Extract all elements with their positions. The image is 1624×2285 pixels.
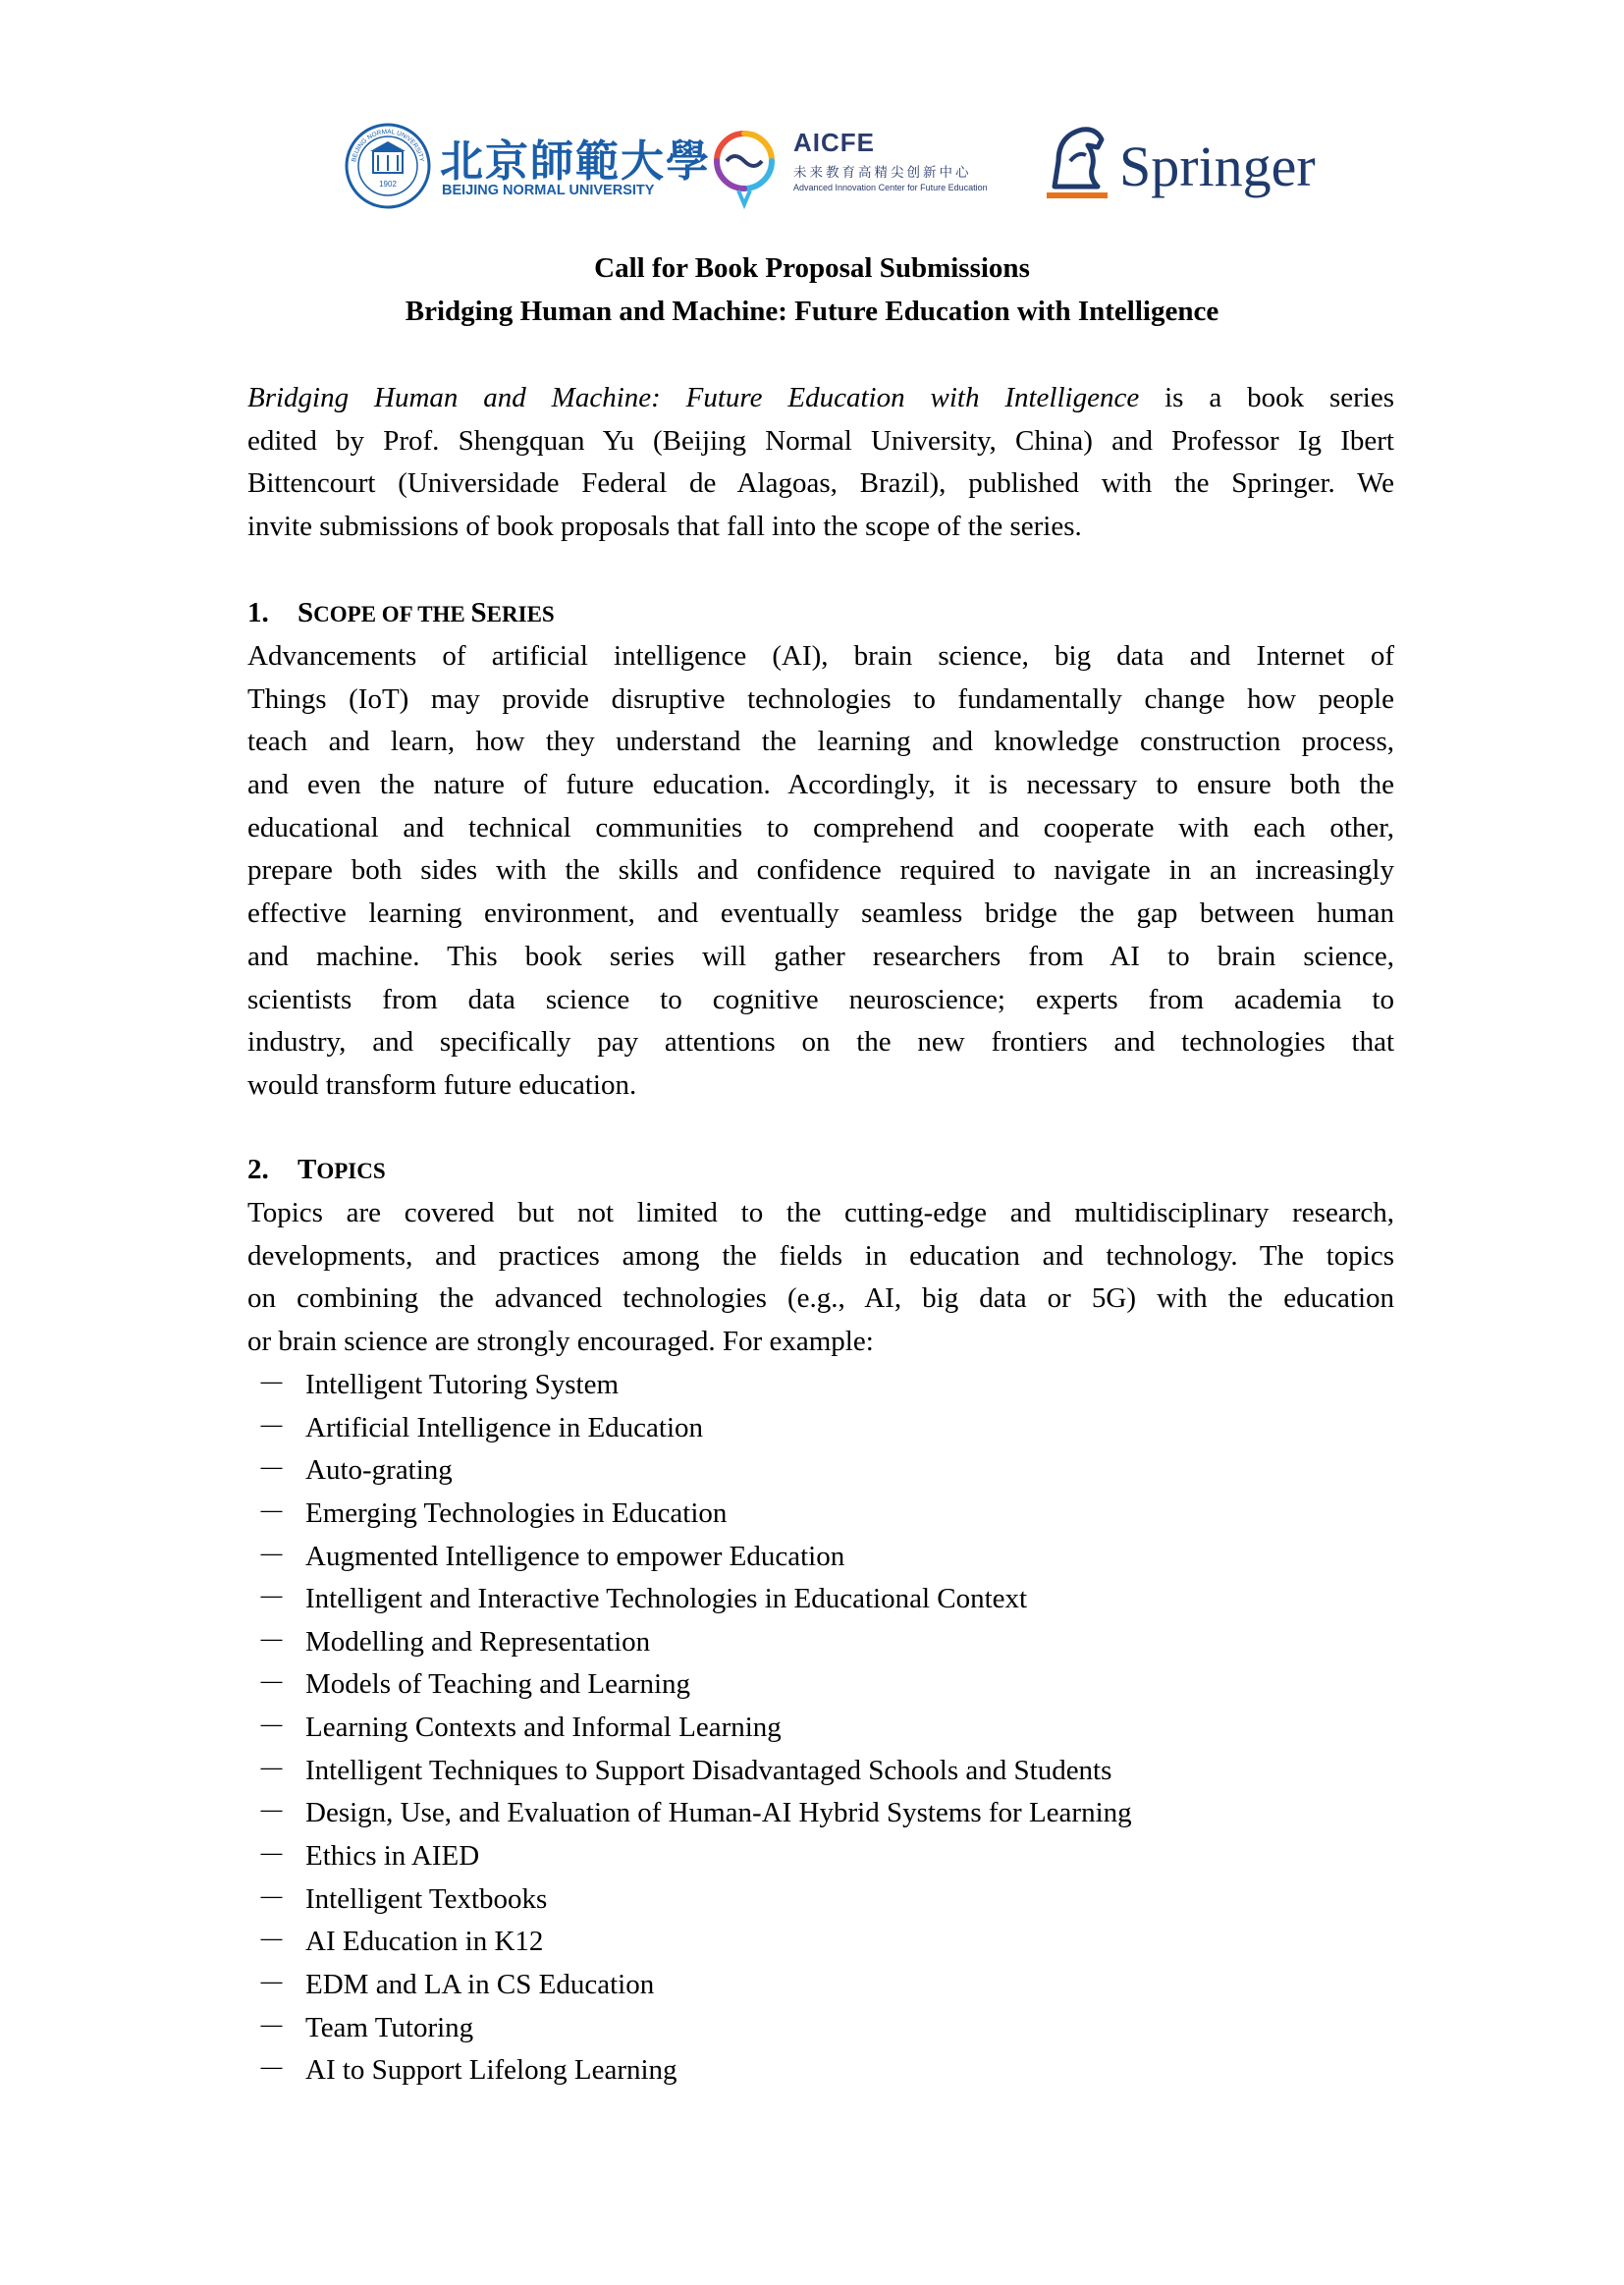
dash-bullet-icon: － [257, 1968, 287, 2000]
heading-part: COPE OF THE [313, 602, 471, 626]
body-line: on combining the advanced technologies (e.g., AI, big data or 5G) with the education [247, 1282, 1394, 1315]
body-line: or brain science are strongly encouraged. For example: [247, 1326, 874, 1358]
body-line: would transform future education. [247, 1068, 637, 1101]
body-line: Things (IoT) may provide disruptive technologies to fundamentally change how people [247, 682, 1394, 715]
section-heading-scope [247, 593, 555, 634]
topic-text: Artificial Intelligence in Education [305, 1411, 704, 1443]
section-number: 2. [247, 1154, 269, 1185]
heading-part: S [298, 597, 314, 628]
heading-part: ERIES [486, 602, 555, 626]
dash-bullet-icon: － [257, 1496, 287, 1529]
aicfe-logo [705, 122, 990, 212]
section-topics-body [247, 1192, 1394, 1364]
aicfe-english-name: Advanced Innovation Center for Future Education [793, 183, 988, 192]
topic-text: AI to Support Lifelong Learning [305, 2054, 677, 2087]
document-title: Call for Book Proposal Submissions [594, 252, 1030, 284]
topic-text: Intelligent Tutoring System [305, 1369, 620, 1400]
dash-bullet-icon: － [257, 1583, 287, 1615]
intro-line-rest: is a book series [1139, 382, 1394, 413]
intro-line [247, 377, 1394, 420]
topic-text: Auto-grating [305, 1454, 453, 1487]
series-title: Bridging Human and Machine: Future Education with Intelligence [405, 296, 1219, 327]
body-line: effective learning environment, and eventually seamless bridge the gap between human [247, 898, 1394, 930]
dash-bullet-icon: － [257, 1540, 287, 1572]
section-number: 1. [247, 597, 269, 628]
dash-bullet-icon: － [257, 1840, 287, 1873]
aicfe-name: AICFE [793, 128, 875, 157]
logo-row [0, 116, 1624, 214]
section-scope-body [247, 635, 1394, 1108]
bnu-seal-icon [344, 122, 432, 210]
springer-horse-icon [1041, 122, 1111, 206]
topic-text: Emerging Technologies in Education [305, 1496, 728, 1529]
topic-text: Design, Use, and Evaluation of Human-AI Hybrid Systems for Learning [305, 1797, 1132, 1829]
intro-line: invite submissions of book proposals that fall into the scope of the series. [247, 511, 1082, 543]
dash-bullet-icon: － [257, 2011, 287, 2043]
intro-line: Bittencourt (Universidade Federal de Alagoas, Brazil), published with the Springer. We [247, 467, 1394, 500]
body-line: prepare both sides with the skills and confidence required to navigate in an increasingly [247, 854, 1394, 887]
topic-text: Learning Contexts and Informal Learning [305, 1712, 782, 1744]
topic-text: Augmented Intelligence to empower Education [305, 1540, 845, 1572]
topic-text: AI Education in K12 [305, 1926, 544, 1958]
topic-text: Ethics in AIED [305, 1840, 480, 1873]
topic-text: EDM and LA in CS Education [305, 1968, 655, 2000]
body-line: industry, and specifically pay attentions on the new frontiers and technologies that [247, 1026, 1394, 1059]
dash-bullet-icon: － [257, 1625, 287, 1658]
dash-bullet-icon: － [257, 1454, 287, 1487]
body-line: and even the nature of future education. Accordingly, it is necessary to ensure both the [247, 769, 1394, 801]
bnu-english-name: BEIJING NORMAL UNIVERSITY [442, 183, 655, 198]
dash-bullet-icon: － [257, 1369, 287, 1400]
topic-text: Intelligent and Interactive Technologies in Educational Context [305, 1583, 1028, 1615]
springer-wordmark: Springer [1119, 135, 1316, 198]
dash-bullet-icon: － [257, 1926, 287, 1958]
topic-text: Intelligent Textbooks [305, 1882, 548, 1915]
heading-part: S [470, 597, 487, 628]
body-line: and machine. This book series will gather researchers from AI to brain science, [247, 940, 1394, 972]
body-line: Advancements of artificial intelligence (AI), brain science, big data and Internet of [247, 640, 1394, 672]
intro-paragraph [247, 377, 1394, 549]
dash-bullet-icon: － [257, 1668, 287, 1701]
dash-bullet-icon: － [257, 1797, 287, 1829]
dash-bullet-icon: － [257, 1882, 287, 1915]
topic-text: Team Tutoring [305, 2011, 474, 2043]
heading-part: OPICS [316, 1159, 386, 1183]
dash-bullet-icon: － [257, 1411, 287, 1443]
body-line: developments, and practices among the fields in education and technology. The topics [247, 1239, 1394, 1272]
series-title-italic: Bridging Human and Machine: Future Education with Intelligence [247, 382, 1140, 413]
bnu-chinese-name: 北京師範大學 [440, 136, 711, 187]
bnu-seal-year: 1902 [379, 180, 397, 189]
topic-text: Models of Teaching and Learning [305, 1668, 691, 1701]
aicfe-mark-icon [705, 122, 784, 210]
dash-bullet-icon: － [257, 1712, 287, 1744]
dash-bullet-icon: － [257, 1754, 287, 1786]
body-line: teach and learn, how they understand the learning and knowledge construction process, [247, 726, 1394, 758]
body-line: scientists from data science to cognitive neuroscience; experts from academia to [247, 983, 1394, 1015]
heading-part: T [298, 1154, 317, 1185]
bnu-seal-text: BEIJING NORMAL UNIVERSITY [351, 128, 425, 163]
intro-line: edited by Prof. Shengquan Yu (Beijing Normal University, China) and Professor Ig Ibert [247, 424, 1394, 457]
topic-text: Intelligent Techniques to Support Disadvantaged Schools and Students [305, 1754, 1112, 1786]
springer-logo [1041, 122, 1335, 210]
body-line: educational and technical communities to comprehend and cooperate with each other, [247, 811, 1394, 843]
topic-text: Modelling and Representation [305, 1625, 651, 1658]
beijing-normal-university-logo [344, 122, 711, 210]
body-line: Topics are covered but not limited to the cutting-edge and multidisciplinary research, [247, 1197, 1394, 1228]
aicfe-chinese-name: 未来教育高精尖创新中心 [793, 165, 972, 181]
dash-bullet-icon: － [257, 2054, 287, 2087]
section-heading-topics [247, 1150, 386, 1191]
